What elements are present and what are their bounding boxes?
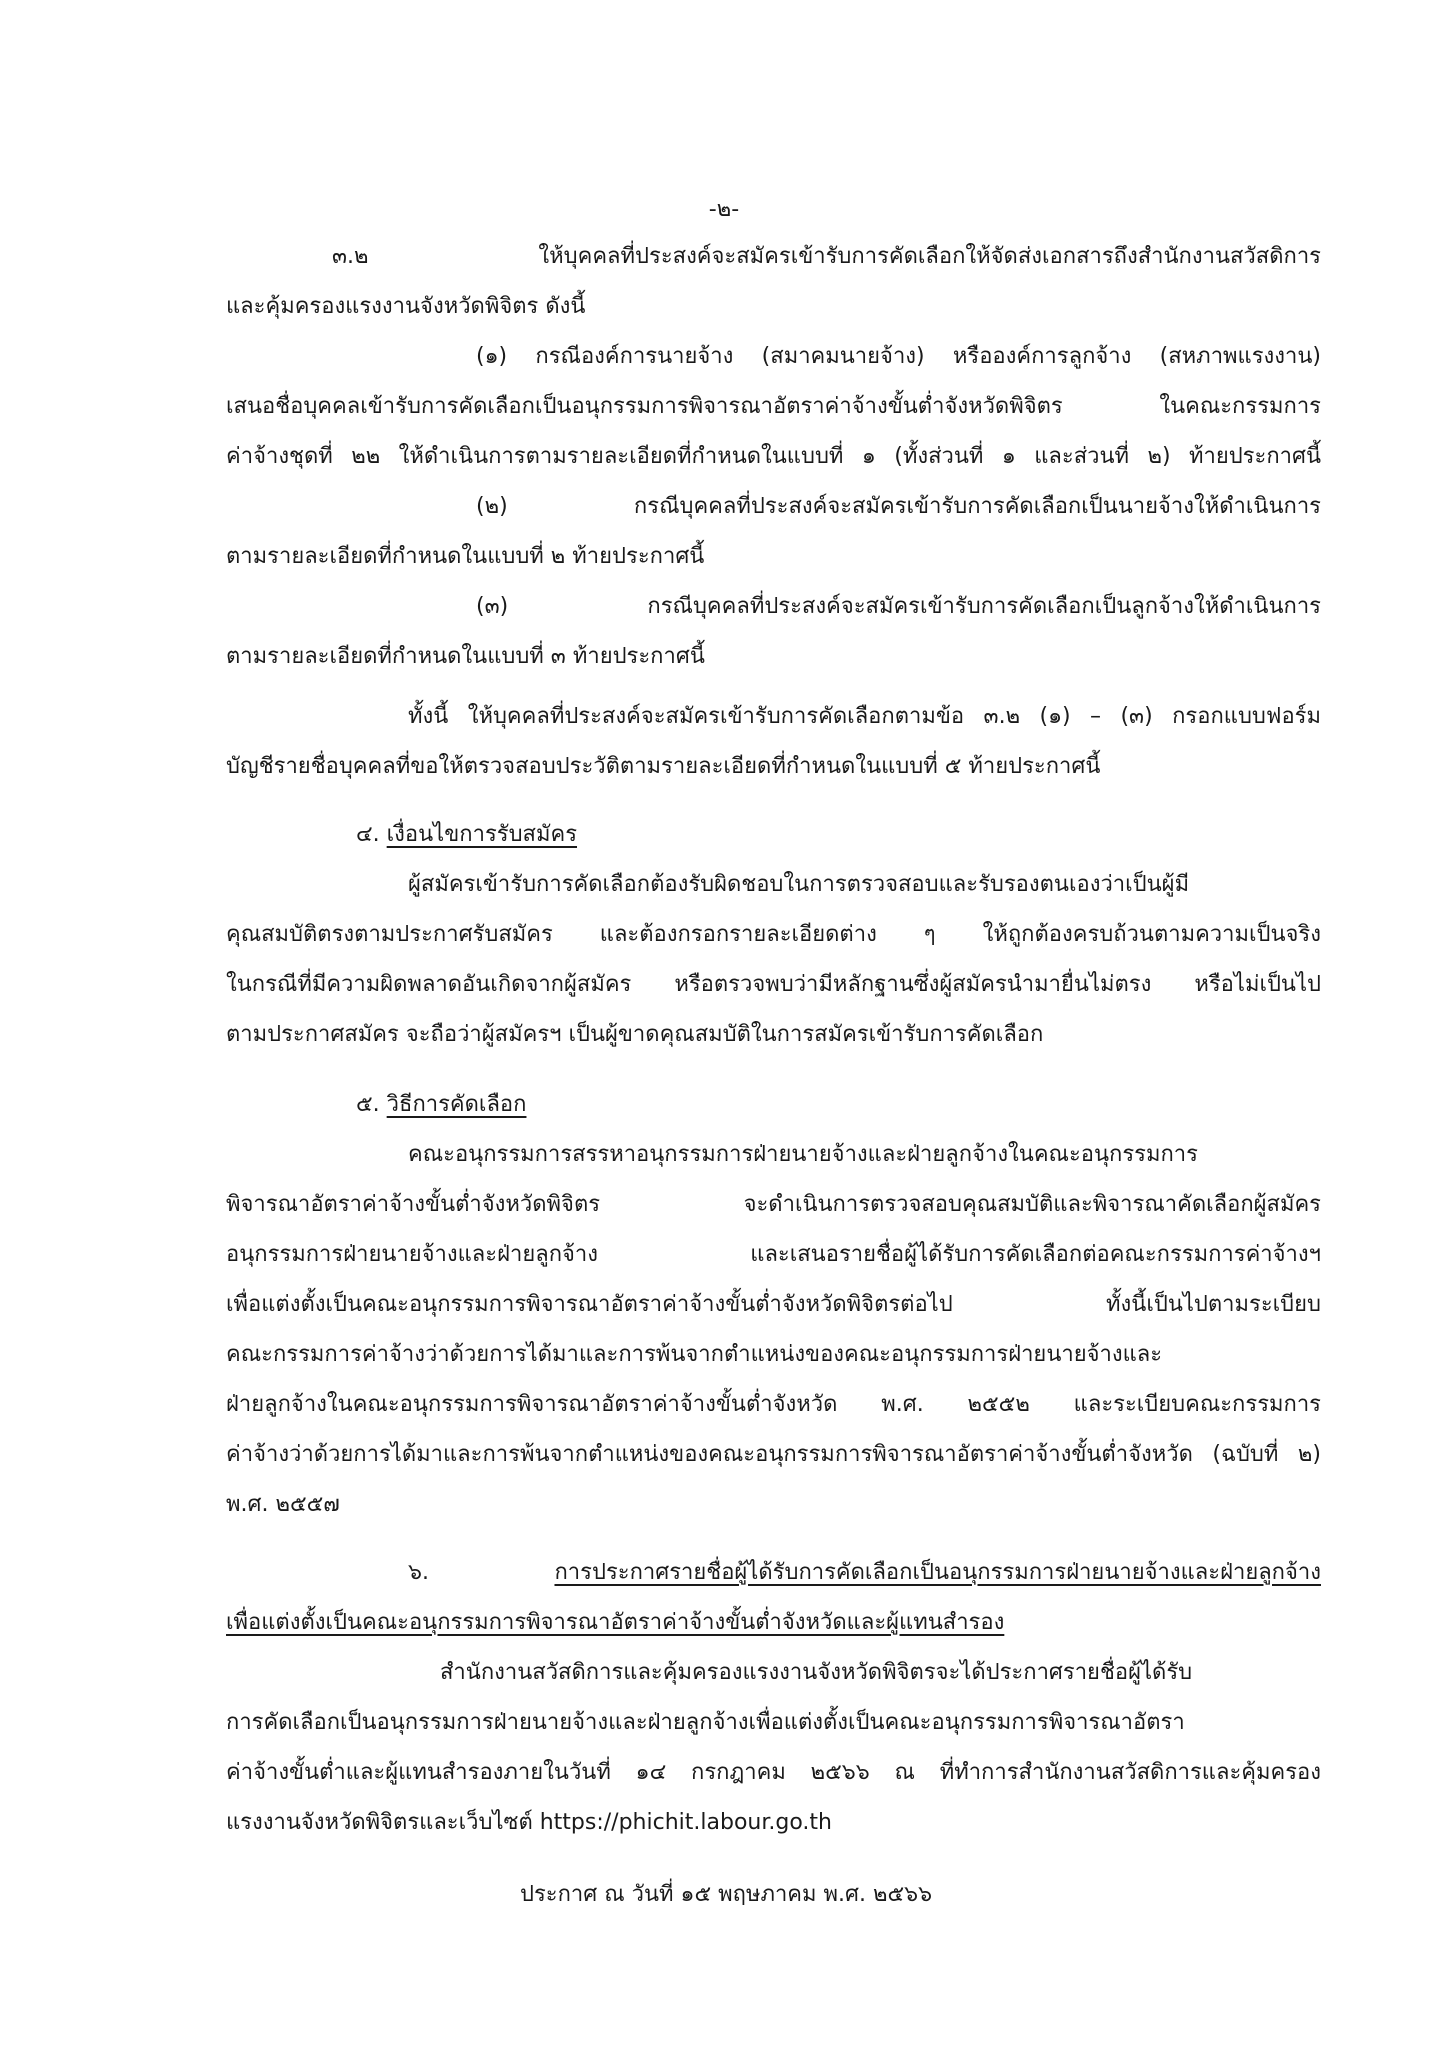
page-number: -๒- [708, 197, 740, 222]
s6-heading-text-1: การประกาศรายชื่อผู้ได้รับการคัดเลือกเป็นอนุกรรมการฝ่ายนายจ้างและฝ่ายลูกจ้าง [554, 1560, 1321, 1585]
s4-line-3: ในกรณีที่มีความผิดพลาดอันเกิดจากผู้สมัคร หรือตรวจพบว่ามีหลักฐานซึ่งผู้สมัครนำมายื่นไม่ตรง หรือไม่เป็นไป [226, 972, 1321, 997]
s3-2-item-1-line-2: เสนอชื่อบุคคลเข้ารับการคัดเลือกเป็นอนุกรรมการพิจารณาอัตราค่าจ้างขั้นต่ำจังหวัดพิจิตร ในคณะกรรมการ [226, 394, 1321, 419]
s5-line-3: อนุกรรมการฝ่ายนายจ้างและฝ่ายลูกจ้าง และเสนอรายชื่อผู้ได้รับการคัดเลือกต่อคณะกรรมการค่าจ้างฯ [226, 1242, 1321, 1267]
s4-number: ๔. [356, 822, 380, 847]
s5-line-2: พิจารณาอัตราค่าจ้างขั้นต่ำจังหวัดพิจิตร จะดำเนินการตรวจสอบคุณสมบัติและพิจารณาคัดเลือกผู้สมัคร [226, 1192, 1321, 1217]
s3-2-line-2: และคุ้มครองแรงงานจังหวัดพิจิตร ดังนี้ [226, 294, 586, 319]
s6-line-2: การคัดเลือกเป็นอนุกรรมการฝ่ายนายจ้างและฝ่ายลูกจ้างเพื่อแต่งตั้งเป็นคณะอนุกรรมการพิจารณาอัตรา [226, 1710, 1185, 1735]
s4-line-2: คุณสมบัติตรงตามประกาศรับสมัคร และต้องกรอกรายละเอียดต่าง ๆ ให้ถูกต้องครบถ้วนตามความเป็นจริง [226, 922, 1321, 947]
s3-2-item-3-line-2: ตามรายละเอียดที่กำหนดในแบบที่ ๓ ท้ายประกาศนี้ [226, 644, 705, 669]
s3-2-item-3-line-1: (๓) กรณีบุคคลที่ประสงค์จะสมัครเข้ารับการคัดเลือกเป็นลูกจ้างให้ดำเนินการ [476, 594, 1321, 619]
s5-line-7: ค่าจ้างว่าด้วยการได้มาและการพ้นจากตำแหน่งของคณะอนุกรรมการพิจารณาอัตราค่าจ้างขั้นต่ำจังหวัด (ฉบับที่ ๒) [226, 1442, 1321, 1467]
s4-heading [356, 820, 577, 850]
s3-2-item-2-line-1: (๒) กรณีบุคคลที่ประสงค์จะสมัครเข้ารับการคัดเลือกเป็นนายจ้างให้ดำเนินการ [476, 494, 1321, 519]
s3-2-item-2-line-2: ตามรายละเอียดที่กำหนดในแบบที่ ๒ ท้ายประกาศนี้ [226, 544, 705, 569]
s6-line-1: สำนักงานสวัสดิการและคุ้มครองแรงงานจังหวัดพิจิตรจะได้ประกาศรายชื่อผู้ได้รับ [440, 1660, 1193, 1685]
s5-line-6: ฝ่ายลูกจ้างในคณะอนุกรรมการพิจารณาอัตราค่าจ้างขั้นต่ำจังหวัด พ.ศ. ๒๕๕๒ และระเบียบคณะกรรมการ [226, 1392, 1321, 1417]
s5-line-5: คณะกรรมการค่าจ้างว่าด้วยการได้มาและการพ้นจากตำแหน่งของคณะอนุกรรมการฝ่ายนายจ้างและ [226, 1342, 1163, 1367]
s3-2-note-line-2: บัญชีรายชื่อบุคคลที่ขอให้ตรวจสอบประวัติตามรายละเอียดที่กำหนดในแบบที่ ๕ ท้ายประกาศนี้ [226, 754, 1101, 779]
s4-heading-text: เงื่อนไขการรับสมัคร [386, 822, 578, 847]
s6-line-3: ค่าจ้างขั้นต่ำและผู้แทนสำรองภายในวันที่ ๑๔ กรกฎาคม ๒๕๖๖ ณ ที่ทำการสำนักงานสวัสดิการและคุ้มครอง [226, 1760, 1321, 1785]
s6-heading-line-1 [408, 1558, 1321, 1588]
s4-line-1: ผู้สมัครเข้ารับการคัดเลือกต้องรับผิดชอบในการตรวจสอบและรับรองตนเองว่าเป็นผู้มี [408, 872, 1190, 897]
s6-number: ๖. [408, 1560, 429, 1585]
s3-2-item-1-line-3: ค่าจ้างชุดที่ ๒๒ ให้ดำเนินการตามรายละเอียดที่กำหนดในแบบที่ ๑ (ทั้งส่วนที่ ๑ และส่วนที่ ๒) ท้ายประกาศนี้ [226, 444, 1321, 469]
s3-2-note-line-1: ทั้งนี้ ให้บุคคลที่ประสงค์จะสมัครเข้ารับการคัดเลือกตามข้อ ๓.๒ (๑) – (๓) กรอกแบบฟอร์ม [408, 704, 1321, 729]
s5-heading [356, 1090, 526, 1120]
s3-2-line-1: ๓.๒ ให้บุคคลที่ประสงค์จะสมัครเข้ารับการคัดเลือกให้จัดส่งเอกสารถึงสำนักงานสวัสดิการ [332, 244, 1321, 269]
s3-2-item-1-line-1: (๑) กรณีองค์การนายจ้าง (สมาคมนายจ้าง) หรือองค์การลูกจ้าง (สหภาพแรงงาน) [476, 344, 1321, 369]
s5-heading-text: วิธีการคัดเลือก [386, 1092, 527, 1117]
s5-line-4: เพื่อแต่งตั้งเป็นคณะอนุกรรมการพิจารณาอัตราค่าจ้างขั้นต่ำจังหวัดพิจิตรต่อไป ทั้งนี้เป็นไปตามระเบียบ [226, 1292, 1321, 1317]
s4-line-4: ตามประกาศสมัคร จะถือว่าผู้สมัครฯ เป็นผู้ขาดคุณสมบัติในการสมัครเข้ารับการคัดเลือก [226, 1022, 1044, 1047]
s5-line-8: พ.ศ. ๒๕๕๗ [226, 1492, 340, 1517]
s6-line-4: แรงงานจังหวัดพิจิตรและเว็บไซต์ https://phichit.labour.go.th [226, 1810, 832, 1835]
announcement-date: ประกาศ ณ วันที่ ๑๕ พฤษภาคม พ.ศ. ๒๕๖๖ [520, 1882, 933, 1907]
s6-heading-line-2: เพื่อแต่งตั้งเป็นคณะอนุกรรมการพิจารณาอัตราค่าจ้างขั้นต่ำจังหวัดและผู้แทนสำรอง [226, 1610, 1005, 1635]
s5-number: ๕. [356, 1092, 380, 1117]
s5-line-1: คณะอนุกรรมการสรรหาอนุกรรมการฝ่ายนายจ้างและฝ่ายลูกจ้างในคณะอนุกรรมการ [408, 1142, 1198, 1167]
